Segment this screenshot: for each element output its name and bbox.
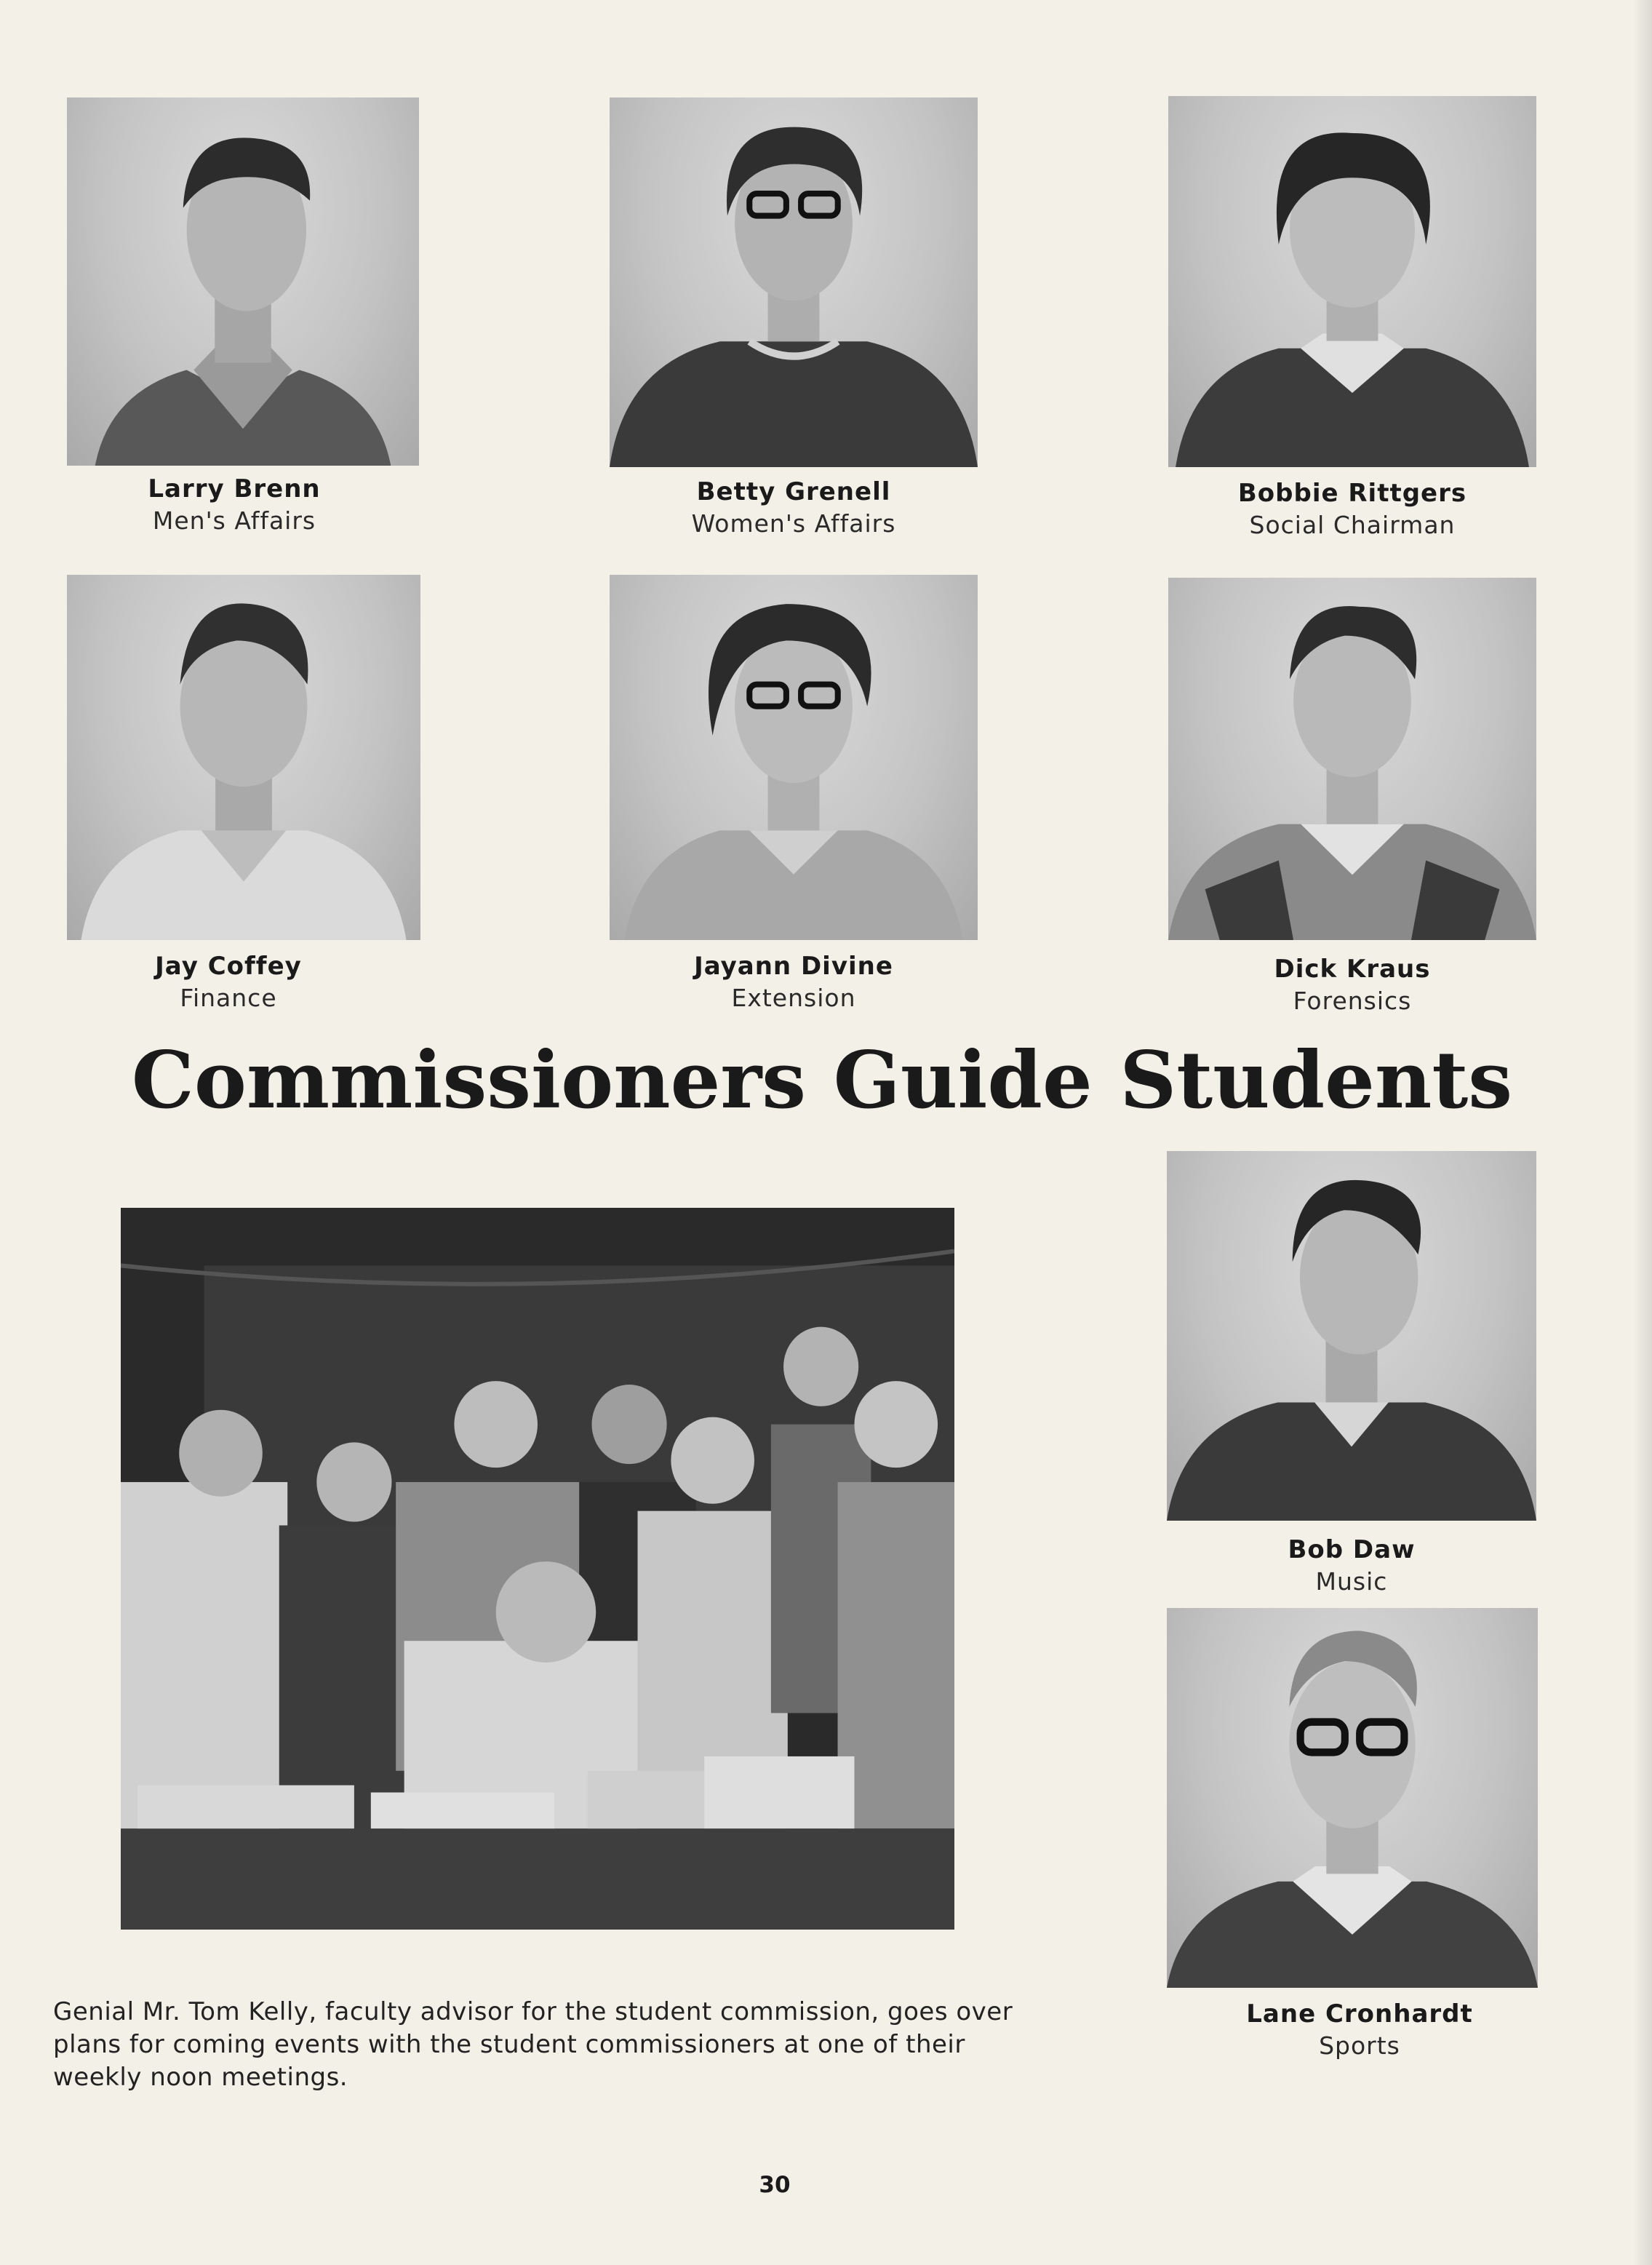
page-edge-shadow: [1633, 0, 1652, 2265]
commissioner-name: Jay Coffey: [155, 952, 302, 981]
portrait-jayann-divine: [610, 575, 978, 940]
portrait-jay-coffey: [67, 575, 420, 940]
commissioner-name: Jayann Divine: [694, 952, 893, 981]
caption-bobbie-rittgers: [1168, 477, 1536, 541]
caption-dick-kraus: [1168, 953, 1536, 1017]
caption-betty-grenell: [610, 476, 978, 540]
caption-lane-cronhardt: [1167, 1998, 1552, 2062]
group-photo-caption: Genial Mr. Tom Kelly, faculty advisor for the student commission, goes over plans for coming events with the student commissioners at one of their weekly noon meetings.: [53, 1997, 1013, 2092]
commissioner-name: Bob Daw: [1288, 1535, 1416, 1564]
commissioner-name: Larry Brenn: [148, 474, 321, 503]
commissioner-name: Bobbie Rittgers: [1237, 479, 1467, 508]
page-number: 30: [759, 2172, 791, 2198]
caption-bob-daw: [1167, 1534, 1536, 1598]
commissioner-name: Betty Grenell: [696, 477, 891, 506]
page-headline: Commissioners Guide Students: [131, 1035, 1513, 1126]
portrait-lane-cronhardt: [1167, 1608, 1538, 1988]
commissioner-role: Sports: [1319, 2031, 1400, 2060]
commissioner-role: Finance: [180, 984, 277, 1012]
portrait-larry-brenn: [67, 97, 419, 466]
portrait-dick-kraus: [1168, 578, 1536, 940]
commissioner-role: Women's Affairs: [691, 509, 896, 538]
commissioner-role: Forensics: [1293, 987, 1412, 1015]
caption-jayann-divine: [610, 950, 978, 1014]
group-photo: [121, 1208, 954, 1930]
caption-jay-coffey: [67, 950, 390, 1014]
caption-larry-brenn: [67, 473, 402, 537]
commissioner-role: Music: [1315, 1567, 1388, 1596]
portrait-bobbie-rittgers: [1168, 96, 1536, 467]
commissioner-role: Social Chairman: [1249, 511, 1456, 539]
portrait-betty-grenell: [610, 97, 978, 467]
commissioner-role: Men's Affairs: [152, 506, 316, 535]
portrait-bob-daw: [1167, 1151, 1536, 1521]
commissioner-name: Dick Kraus: [1274, 955, 1431, 984]
commissioner-role: Extension: [731, 984, 856, 1012]
commissioner-name: Lane Cronhardt: [1246, 1999, 1473, 2029]
